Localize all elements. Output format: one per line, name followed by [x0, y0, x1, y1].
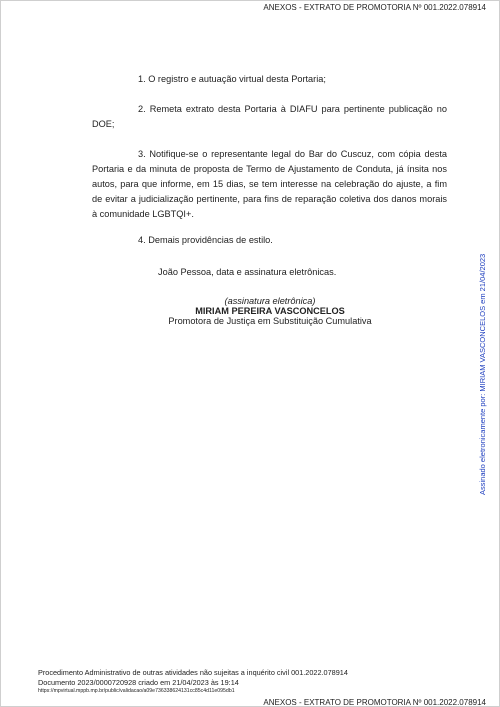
paragraph-1: 1. O registro e autuação virtual desta Portaria; — [138, 74, 326, 84]
paragraph-4: 4. Demais providências de estilo. — [138, 235, 273, 245]
footer-validation-url[interactable]: https://mpvirtual.mppb.mp.br/public/validacao/a09e736338624131cc85c4d11e095db1 — [38, 688, 235, 694]
footer-document: Documento 2023/0000720928 criado em 21/04/2023 às 19:14 — [38, 678, 239, 687]
signature-role: Promotora de Justiça em Substituição Cumulativa — [168, 316, 372, 326]
paragraph-2: 2. Remeta extrato desta Portaria à DIAFU para pertinente publicação no DOE; — [92, 104, 447, 129]
footer-reference: ANEXOS - EXTRATO DE PROMOTORIA Nº 001.2022.078914 — [263, 698, 486, 707]
paragraph-3: 3. Notifique-se o representante legal do Bar do Cuscuz, com cópia desta Portaria e da minuta de proposta de Termo de Ajustamento de Conduta, já ínsita nos autos, para que informe, em 15 dias, se tem interesse na celebração do ajuste, a fim de evitar a judicialização pertinente, para fins de reparação coletiva dos danos morais à comunidade LGBTQI+. — [92, 149, 447, 219]
electronic-signature-stamp: Assinado eletronicamente por: MIRIAM VASCONCELOS em 21/04/2023 — [478, 253, 487, 495]
header-reference: ANEXOS - EXTRATO DE PROMOTORIA Nº 001.2022.078914 — [263, 3, 486, 12]
footer-procedure: Procedimento Administrativo de outras atividades não sujeitas a inquérito civil 001.2022.078914 — [38, 668, 348, 677]
closing-line: João Pessoa, data e assinatura eletrônicas. — [158, 267, 337, 277]
signature-name: MIRIAM PEREIRA VASCONCELOS — [195, 306, 345, 316]
signature-note: (assinatura eletrônica) — [224, 296, 316, 306]
